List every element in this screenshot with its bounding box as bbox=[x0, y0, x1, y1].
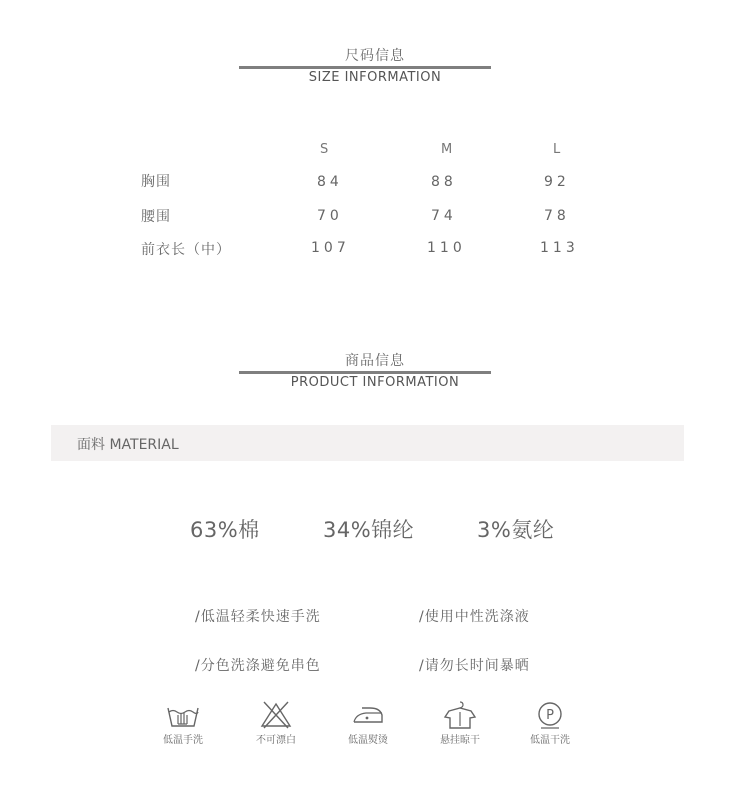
size-title-en: SIZE INFORMATION bbox=[308, 70, 442, 85]
no-bleach-icon bbox=[256, 700, 296, 730]
material-cotton: 63%棉 bbox=[190, 518, 260, 542]
care-note-separate: /分色洗涤避免串色 bbox=[195, 658, 321, 674]
care-note-sun: /请勿长时间暴晒 bbox=[419, 658, 530, 674]
svg-text:P: P bbox=[546, 708, 554, 723]
dry-clean-label: 低温干洗 bbox=[530, 735, 570, 746]
length-l: 113 bbox=[540, 240, 579, 256]
waist-s: 70 bbox=[317, 208, 343, 224]
low-iron-label: 低温熨烫 bbox=[348, 735, 388, 746]
length-m: 110 bbox=[427, 240, 466, 256]
dry-clean-p-icon bbox=[530, 700, 570, 730]
product-title-cn: 商品信息 bbox=[345, 353, 405, 369]
row-label-length: 前衣长（中） bbox=[141, 242, 231, 258]
low-iron-icon bbox=[348, 700, 388, 730]
size-header-m: M bbox=[441, 142, 454, 157]
size-header-l: L bbox=[553, 142, 562, 157]
size-title-cn: 尺码信息 bbox=[345, 48, 405, 64]
length-s: 107 bbox=[311, 240, 350, 256]
size-title-rule bbox=[239, 66, 491, 69]
row-label-chest: 胸围 bbox=[141, 174, 171, 190]
row-label-waist: 腰围 bbox=[141, 209, 171, 225]
hang-dry-icon bbox=[440, 700, 480, 730]
care-note-detergent: /使用中性洗涤液 bbox=[419, 609, 530, 625]
product-title-rule bbox=[239, 371, 491, 374]
material-spandex: 3%氨纶 bbox=[477, 518, 555, 542]
material-label: 面料 MATERIAL bbox=[77, 437, 179, 453]
chest-l: 92 bbox=[544, 174, 570, 190]
no-bleach-label: 不可漂白 bbox=[256, 735, 296, 746]
chest-s: 84 bbox=[317, 174, 343, 190]
hang-dry-label: 悬挂晾干 bbox=[440, 735, 480, 746]
hand-wash-icon bbox=[163, 700, 203, 730]
waist-l: 78 bbox=[544, 208, 570, 224]
waist-m: 74 bbox=[431, 208, 457, 224]
size-header-s: S bbox=[320, 142, 330, 157]
hand-wash-label: 低温手洗 bbox=[163, 735, 203, 746]
material-nylon: 34%锦纶 bbox=[323, 518, 415, 542]
care-note-handwash: /低温轻柔快速手洗 bbox=[195, 609, 321, 625]
product-title-en: PRODUCT INFORMATION bbox=[290, 375, 460, 390]
chest-m: 88 bbox=[431, 174, 457, 190]
